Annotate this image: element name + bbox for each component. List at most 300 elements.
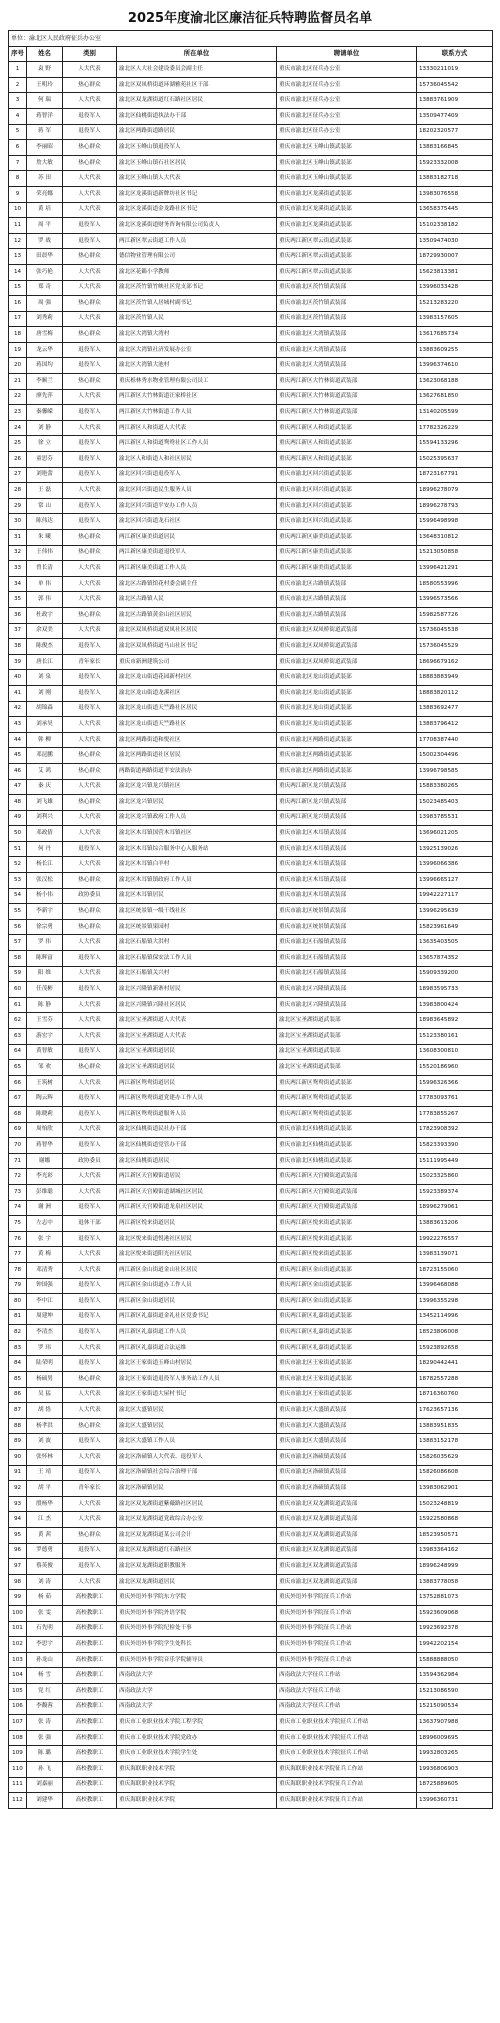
cell-workplace: 渝北区宝圣湖街道居民 <box>117 1060 277 1076</box>
cell-contact: 13883761909 <box>417 93 493 109</box>
cell-name: 刘 刚 <box>27 685 63 701</box>
cell-index: 45 <box>9 748 27 764</box>
cell-hiring-unit: 重庆市渝北区双龙湖街道武装部 <box>277 1543 417 1559</box>
cell-category: 退役军人 <box>63 951 117 967</box>
cell-category: 人大代表 <box>63 420 117 436</box>
table-row <box>9 857 493 873</box>
cell-category: 退役军人 <box>63 1106 117 1122</box>
cell-name: 袁 野 <box>27 62 63 78</box>
cell-name: 胡 恪 <box>27 1403 63 1419</box>
cell-index: 69 <box>9 1122 27 1138</box>
cell-contact: 13627681850 <box>417 389 493 405</box>
cell-name: 李丽昭 <box>27 140 63 156</box>
cell-category: 热心群众 <box>63 530 117 546</box>
cell-name: 李思宇 <box>27 1637 63 1653</box>
cell-hiring-unit: 重庆外语外事学院征兵工作站 <box>277 1621 417 1637</box>
cell-hiring-unit: 重庆市渝北区征兵办公室 <box>277 124 417 140</box>
cell-hiring-unit: 重庆市渝北区双龙湖街道武装部 <box>277 1559 417 1575</box>
cell-name: 张 强 <box>27 1730 63 1746</box>
cell-category: 高校教职工 <box>63 1699 117 1715</box>
cell-workplace: 渝北区双龙湖街道党政综合办公室 <box>117 1512 277 1528</box>
cell-workplace: 渝北区双龙湖街道红石路社区居民 <box>117 93 277 109</box>
cell-workplace: 两江新区天宫殿街道龙泉社区居民 <box>117 1200 277 1216</box>
cell-workplace: 渝北区人大社会建设委员会副主任 <box>117 62 277 78</box>
cell-name: 龙云华 <box>27 342 63 358</box>
table-row <box>9 1403 493 1419</box>
cell-category: 人大代表 <box>63 1340 117 1356</box>
cell-index: 56 <box>9 919 27 935</box>
cell-name: 张汉松 <box>27 873 63 889</box>
cell-hiring-unit: 西南政法大学征兵工作站 <box>277 1699 417 1715</box>
cell-index: 41 <box>9 685 27 701</box>
cell-contact: 18729930007 <box>417 249 493 265</box>
cell-category: 热心群众 <box>63 545 117 561</box>
cell-hiring-unit: 重庆外语外事学院征兵工作站 <box>277 1590 417 1606</box>
cell-category: 退役军人 <box>63 124 117 140</box>
cell-contact: 13996033428 <box>417 280 493 296</box>
cell-category: 人大代表 <box>63 264 117 280</box>
table-row <box>9 639 493 655</box>
table-row <box>9 1325 493 1341</box>
table-row <box>9 358 493 374</box>
cell-index: 89 <box>9 1434 27 1450</box>
table-row <box>9 1793 493 1809</box>
cell-category: 热心群众 <box>63 249 117 265</box>
table-row <box>9 1075 493 1091</box>
cell-hiring-unit: 重庆市渝北区洛碛镇武装部 <box>277 1465 417 1481</box>
cell-name: 田晨华 <box>27 249 63 265</box>
cell-hiring-unit: 重庆两江新区天宫殿街道武装部 <box>277 1184 417 1200</box>
cell-category: 退役军人 <box>63 233 117 249</box>
cell-contact: 13996360731 <box>417 1793 493 1809</box>
cell-name: 黄智敏 <box>27 1044 63 1060</box>
cell-category: 退役军人 <box>63 670 117 686</box>
cell-index: 62 <box>9 1013 27 1029</box>
cell-name: 唐长江 <box>27 654 63 670</box>
cell-index: 66 <box>9 1075 27 1091</box>
table-row <box>9 249 493 265</box>
cell-contact: 13996798585 <box>417 763 493 779</box>
cell-contact: 15923609068 <box>417 1605 493 1621</box>
cell-contact: 18523806008 <box>417 1325 493 1341</box>
table-row <box>9 483 493 499</box>
table-row <box>9 77 493 93</box>
cell-hiring-unit: 重庆市渝北区石船镇武装部 <box>277 951 417 967</box>
cell-workplace: 重庆外语外事学院音乐学院辅导员 <box>117 1652 277 1668</box>
cell-hiring-unit: 重庆市渝北区玉峰山镇武装部 <box>277 171 417 187</box>
table-row <box>9 389 493 405</box>
table-row <box>9 62 493 78</box>
cell-contact: 13983076558 <box>417 186 493 202</box>
table-row <box>9 1106 493 1122</box>
cell-contact: 15594133296 <box>417 436 493 452</box>
table-row <box>9 982 493 998</box>
cell-name: 刘秀莉 <box>27 311 63 327</box>
cell-index: 106 <box>9 1699 27 1715</box>
cell-workplace: 重庆海联职业技术学院 <box>117 1793 277 1809</box>
cell-workplace: 渝北区茨竹镇人居城村副书记 <box>117 296 277 312</box>
cell-hiring-unit: 重庆市渝北区统景镇武装部 <box>277 919 417 935</box>
cell-hiring-unit: 重庆市渝北区龙溪街道武装部 <box>277 202 417 218</box>
cell-index: 75 <box>9 1216 27 1232</box>
cell-category: 热心群众 <box>63 1418 117 1434</box>
cell-index: 1 <box>9 62 27 78</box>
cell-workplace: 渝北区龙山街道龙溪社区 <box>117 685 277 701</box>
cell-contact: 18983645892 <box>417 1013 493 1029</box>
table-row <box>9 1730 493 1746</box>
cell-name: 王 磊 <box>27 483 63 499</box>
table-row <box>9 670 493 686</box>
cell-hiring-unit: 重庆两江新区金山街道武装部 <box>277 1294 417 1310</box>
cell-hiring-unit: 重庆市渝北区古路镇武装部 <box>277 607 417 623</box>
table-row <box>9 233 493 249</box>
cell-hiring-unit: 重庆市渝北区仙桃街道武装部 <box>277 1122 417 1138</box>
cell-name: 邹 欢 <box>27 1060 63 1076</box>
unit-label: 单位：渝北区人民政府征兵办公室 <box>9 31 493 47</box>
cell-contact: 19942227117 <box>417 888 493 904</box>
cell-contact: 15623813381 <box>417 264 493 280</box>
table-row <box>9 124 493 140</box>
table-row <box>9 717 493 733</box>
cell-hiring-unit: 重庆市渝北区回兴街道武装部 <box>277 514 417 530</box>
cell-category: 高校教职工 <box>63 1761 117 1777</box>
cell-index: 20 <box>9 358 27 374</box>
cell-hiring-unit: 重庆市渝北区大湾镇武装部 <box>277 327 417 343</box>
cell-name: 周 强 <box>27 296 63 312</box>
table-row <box>9 701 493 717</box>
cell-contact: 15023325860 <box>417 1169 493 1185</box>
cell-index: 65 <box>9 1060 27 1076</box>
cell-name: 曾长清 <box>27 561 63 577</box>
cell-workplace: 渝北区石船镇大洪村 <box>117 935 277 951</box>
cell-category: 人大代表 <box>63 389 117 405</box>
cell-hiring-unit: 重庆两江新区悦来街道武装部 <box>277 1216 417 1232</box>
cell-contact: 15923389374 <box>417 1184 493 1200</box>
cell-name: 周 平 <box>27 218 63 234</box>
cell-contact: 13996468088 <box>417 1278 493 1294</box>
cell-contact: 15213050858 <box>417 545 493 561</box>
cell-category: 高校教职工 <box>63 1652 117 1668</box>
cell-workplace: 渝北区龙溪街道金龙路社区书记 <box>117 202 277 218</box>
cell-index: 35 <box>9 592 27 608</box>
cell-workplace: 渝北区仙桃街道执法办干部 <box>117 108 277 124</box>
cell-name: 郭 伟 <box>27 592 63 608</box>
table-row <box>9 841 493 857</box>
cell-hiring-unit: 重庆市渝北区大湾镇武装部 <box>277 342 417 358</box>
cell-category: 退役军人 <box>63 218 117 234</box>
cell-hiring-unit: 重庆市渝北区统景镇武装部 <box>277 904 417 920</box>
cell-name: 刘嘉丽 <box>27 1777 63 1793</box>
cell-workplace: 渝北区大湾镇大池村 <box>117 358 277 374</box>
cell-workplace: 重庆栎林秀水物业管理有限公司员工 <box>117 374 277 390</box>
cell-workplace: 渝北区石船镇关兴村 <box>117 966 277 982</box>
cell-category: 人大代表 <box>63 1450 117 1466</box>
cell-contact: 13996665127 <box>417 873 493 889</box>
table-row <box>9 1044 493 1060</box>
cell-workplace: 渝北区回兴街道退役军人 <box>117 467 277 483</box>
cell-contact: 15023248819 <box>417 1496 493 1512</box>
cell-workplace: 渝北区木耳镇综合服务中心入服务站 <box>117 841 277 857</box>
table-row <box>9 1528 493 1544</box>
cell-contact: 13996573566 <box>417 592 493 608</box>
table-row <box>9 1559 493 1575</box>
cell-workplace: 西南政法大学 <box>117 1699 277 1715</box>
cell-category: 退役军人 <box>63 467 117 483</box>
cell-contact: 18996278079 <box>417 483 493 499</box>
cell-name: 苏 田 <box>27 171 63 187</box>
cell-index: 37 <box>9 623 27 639</box>
table-row <box>9 1777 493 1793</box>
cell-contact: 13648310812 <box>417 530 493 546</box>
cell-hiring-unit: 重庆市渝北区古路镇武装部 <box>277 576 417 592</box>
cell-name: 王雪芬 <box>27 1013 63 1029</box>
cell-category: 热心群众 <box>63 140 117 156</box>
cell-workplace: 两江新区金山街道金山社区居民 <box>117 1262 277 1278</box>
cell-index: 50 <box>9 826 27 842</box>
cell-category: 人大代表 <box>63 1403 117 1419</box>
cell-contact: 18290442441 <box>417 1356 493 1372</box>
cell-category: 人大代表 <box>63 171 117 187</box>
table-row <box>9 202 493 218</box>
cell-name: 杨硕男 <box>27 1372 63 1388</box>
cell-workplace: 渝北区大湾镇社济发展办公室 <box>117 342 277 358</box>
cell-index: 33 <box>9 561 27 577</box>
cell-category: 人大代表 <box>63 826 117 842</box>
cell-contact: 13983800424 <box>417 997 493 1013</box>
table-row <box>9 966 493 982</box>
cell-workplace: 渝北区古路镇人民 <box>117 592 277 608</box>
cell-contact: 13883613206 <box>417 1216 493 1232</box>
cell-category: 退役军人 <box>63 639 117 655</box>
table-row <box>9 607 493 623</box>
cell-category: 人大代表 <box>63 623 117 639</box>
cell-index: 83 <box>9 1340 27 1356</box>
cell-contact: 13140205599 <box>417 405 493 421</box>
cell-name: 谢娜 <box>27 1153 63 1169</box>
cell-index: 103 <box>9 1652 27 1668</box>
cell-workplace: 两江新区礼嘉街道合法运维 <box>117 1340 277 1356</box>
cell-name: 陈晓莉 <box>27 1106 63 1122</box>
cell-hiring-unit: 重庆两江新区大竹林街道武装部 <box>277 374 417 390</box>
cell-workplace: 两江新区礼嘉街道金礼社区党委书记 <box>117 1309 277 1325</box>
cell-index: 19 <box>9 342 27 358</box>
cell-index: 46 <box>9 763 27 779</box>
cell-category: 人大代表 <box>63 966 117 982</box>
cell-contact: 18580553996 <box>417 576 493 592</box>
cell-workplace: 渝北区双凤桥街道双凤社区居民 <box>117 623 277 639</box>
cell-name: 刘利兴 <box>27 810 63 826</box>
cell-workplace: 渝北区古路镇黄金山社区居民 <box>117 607 277 623</box>
table-row <box>9 1450 493 1466</box>
table-row <box>9 1372 493 1388</box>
cell-hiring-unit: 重庆市渝北区两路街道武装部 <box>277 732 417 748</box>
table-row <box>9 1060 493 1076</box>
cell-hiring-unit: 重庆市渝北区洛碛镇武装部 <box>277 1450 417 1466</box>
table-row <box>9 1465 493 1481</box>
cell-name: 周建坤 <box>27 1309 63 1325</box>
cell-index: 23 <box>9 405 27 421</box>
cell-category: 青年家长 <box>63 654 117 670</box>
cell-contact: 13330211019 <box>417 62 493 78</box>
cell-hiring-unit: 重庆两江新区礼嘉街道武装部 <box>277 1325 417 1341</box>
table-row <box>9 561 493 577</box>
cell-name: 艾 鸿 <box>27 763 63 779</box>
cell-category: 人大代表 <box>63 717 117 733</box>
cell-workplace: 重庆市工业职业技术学院党政办 <box>117 1730 277 1746</box>
table-row <box>9 1091 493 1107</box>
cell-index: 85 <box>9 1372 27 1388</box>
cell-hiring-unit: 重庆市渝北区木耳镇武装部 <box>277 888 417 904</box>
cell-workplace: 渝北区仙桃街道民社办干部 <box>117 1122 277 1138</box>
cell-workplace: 渝北区龙山街道花园新村社区 <box>117 670 277 686</box>
table-row <box>9 467 493 483</box>
cell-index: 21 <box>9 374 27 390</box>
cell-hiring-unit: 重庆市渝北区木耳镇武装部 <box>277 826 417 842</box>
cell-contact: 13608300810 <box>417 1044 493 1060</box>
cell-name: 阳 维 <box>27 966 63 982</box>
cell-category: 高校教职工 <box>63 1683 117 1699</box>
cell-index: 32 <box>9 545 27 561</box>
cell-category: 退役军人 <box>63 452 117 468</box>
cell-hiring-unit: 重庆市工业职业技术学院征兵工作站 <box>277 1715 417 1731</box>
cell-name: 蒋国均 <box>27 358 63 374</box>
cell-name: 邓清秀 <box>27 1262 63 1278</box>
table-row <box>9 420 493 436</box>
cell-category: 退役军人 <box>63 498 117 514</box>
cell-contact: 13996421291 <box>417 561 493 577</box>
table-row <box>9 1247 493 1263</box>
cell-hiring-unit: 重庆两江新区礼嘉街道武装部 <box>277 1340 417 1356</box>
table-row <box>9 1683 493 1699</box>
cell-index: 25 <box>9 436 27 452</box>
cell-name: 杨 茹 <box>27 1590 63 1606</box>
cell-name: 罗 战 <box>27 233 63 249</box>
table-row <box>9 1590 493 1606</box>
table-row <box>9 1418 493 1434</box>
cell-contact: 18723167791 <box>417 467 493 483</box>
table-row <box>9 311 493 327</box>
table-row <box>9 1153 493 1169</box>
cell-index: 55 <box>9 904 27 920</box>
table-row <box>9 810 493 826</box>
cell-index: 28 <box>9 483 27 499</box>
table-row <box>9 1746 493 1762</box>
cell-index: 2 <box>9 77 27 93</box>
cell-category: 人大代表 <box>63 810 117 826</box>
cell-hiring-unit: 重庆市渝北区龙溪街道武装部 <box>277 218 417 234</box>
cell-name: 李新宇 <box>27 904 63 920</box>
cell-workplace: 渝北区统景镇果园村 <box>117 919 277 935</box>
cell-contact: 15888888050 <box>417 1652 493 1668</box>
cell-hiring-unit: 重庆两江新区人和街道武装部 <box>277 436 417 452</box>
cell-name: 胡 平 <box>27 1481 63 1497</box>
table-row <box>9 530 493 546</box>
cell-workplace: 渝北区仙桃街道居民 <box>117 1153 277 1169</box>
table-row <box>9 1715 493 1731</box>
cell-category: 人大代表 <box>63 1262 117 1278</box>
cell-category: 人大代表 <box>63 997 117 1013</box>
cell-category: 热心群众 <box>63 795 117 811</box>
cell-index: 107 <box>9 1715 27 1731</box>
cell-index: 74 <box>9 1200 27 1216</box>
cell-index: 22 <box>9 389 27 405</box>
cell-name: 周怡欣 <box>27 1122 63 1138</box>
cell-workplace: 渝北区兴隆镇兴隆社区居民 <box>117 997 277 1013</box>
cell-contact: 19936806903 <box>417 1761 493 1777</box>
cell-category: 退役军人 <box>63 685 117 701</box>
cell-hiring-unit: 重庆市渝北区仙桃街道武装部 <box>277 1138 417 1154</box>
cell-contact: 15102338182 <box>417 218 493 234</box>
cell-hiring-unit: 重庆外语外事学院征兵工作站 <box>277 1605 417 1621</box>
cell-workplace: 两江新区鸳鸯街道服务人员 <box>117 1106 277 1122</box>
cell-hiring-unit: 重庆市渝北区大盛镇武装部 <box>277 1434 417 1450</box>
cell-hiring-unit: 重庆市渝北区王家街道武装部 <box>277 1372 417 1388</box>
cell-hiring-unit: 渝北区宝圣湖街道武装部 <box>277 1013 417 1029</box>
table-row <box>9 1169 493 1185</box>
table-row <box>9 498 493 514</box>
table-row <box>9 1434 493 1450</box>
cell-index: 48 <box>9 795 27 811</box>
cell-name: 杨 雪 <box>27 1668 63 1684</box>
table-row <box>9 1340 493 1356</box>
cell-index: 16 <box>9 296 27 312</box>
table-row <box>9 1309 493 1325</box>
table-row <box>9 218 493 234</box>
cell-category: 退役军人 <box>63 108 117 124</box>
cell-name: 李顺兰 <box>27 374 63 390</box>
cell-category: 退休干部 <box>63 1216 117 1232</box>
cell-category: 热心群众 <box>63 607 117 623</box>
cell-contact: 15982587726 <box>417 607 493 623</box>
cell-name: 何 瑞 <box>27 93 63 109</box>
cell-workplace: 渝北区龙溪街道财务咨询有限公司负责人 <box>117 218 277 234</box>
cell-contact: 13883609255 <box>417 342 493 358</box>
cell-contact: 13996295639 <box>417 904 493 920</box>
cell-hiring-unit: 重庆两江新区天宫殿街道武装部 <box>277 1169 417 1185</box>
cell-workplace: 两江新区金山街道办工作人员 <box>117 1278 277 1294</box>
cell-index: 13 <box>9 249 27 265</box>
cell-index: 14 <box>9 264 27 280</box>
cell-index: 77 <box>9 1247 27 1263</box>
cell-workplace: 渝北区大盛镇居民 <box>117 1403 277 1419</box>
table-row <box>9 1138 493 1154</box>
cell-contact: 15826086608 <box>417 1465 493 1481</box>
cell-hiring-unit: 重庆市渝北区古路镇武装部 <box>277 592 417 608</box>
cell-index: 34 <box>9 576 27 592</box>
cell-contact: 13509474030 <box>417 233 493 249</box>
cell-workplace: 渝北区花籁小学教师 <box>117 264 277 280</box>
cell-index: 27 <box>9 467 27 483</box>
table-row <box>9 732 493 748</box>
cell-contact: 18983595733 <box>417 982 493 998</box>
cell-workplace: 重庆海联职业技术学院 <box>117 1761 277 1777</box>
cell-hiring-unit: 重庆市渝北区回兴街道武装部 <box>277 467 417 483</box>
cell-workplace: 渝北区双龙湖街道职教服务 <box>117 1559 277 1575</box>
cell-category: 人大代表 <box>63 561 117 577</box>
cell-hiring-unit: 重庆市渝北区两路街道武装部 <box>277 763 417 779</box>
cell-hiring-unit: 重庆市渝北区征兵办公室 <box>277 108 417 124</box>
cell-contact: 17623657136 <box>417 1403 493 1419</box>
cell-index: 102 <box>9 1637 27 1653</box>
cell-contact: 13657874352 <box>417 951 493 967</box>
cell-workplace: 渝北区古路镇馆花村委会副主任 <box>117 576 277 592</box>
cell-name: 蔡英俊 <box>27 1559 63 1575</box>
cell-name: 秦 庆 <box>27 779 63 795</box>
cell-name: 石先明 <box>27 1621 63 1637</box>
cell-index: 84 <box>9 1356 27 1372</box>
cell-workplace: 渝北区洛碛镇社会综合治理干部 <box>117 1465 277 1481</box>
cell-category: 退役军人 <box>63 1294 117 1310</box>
